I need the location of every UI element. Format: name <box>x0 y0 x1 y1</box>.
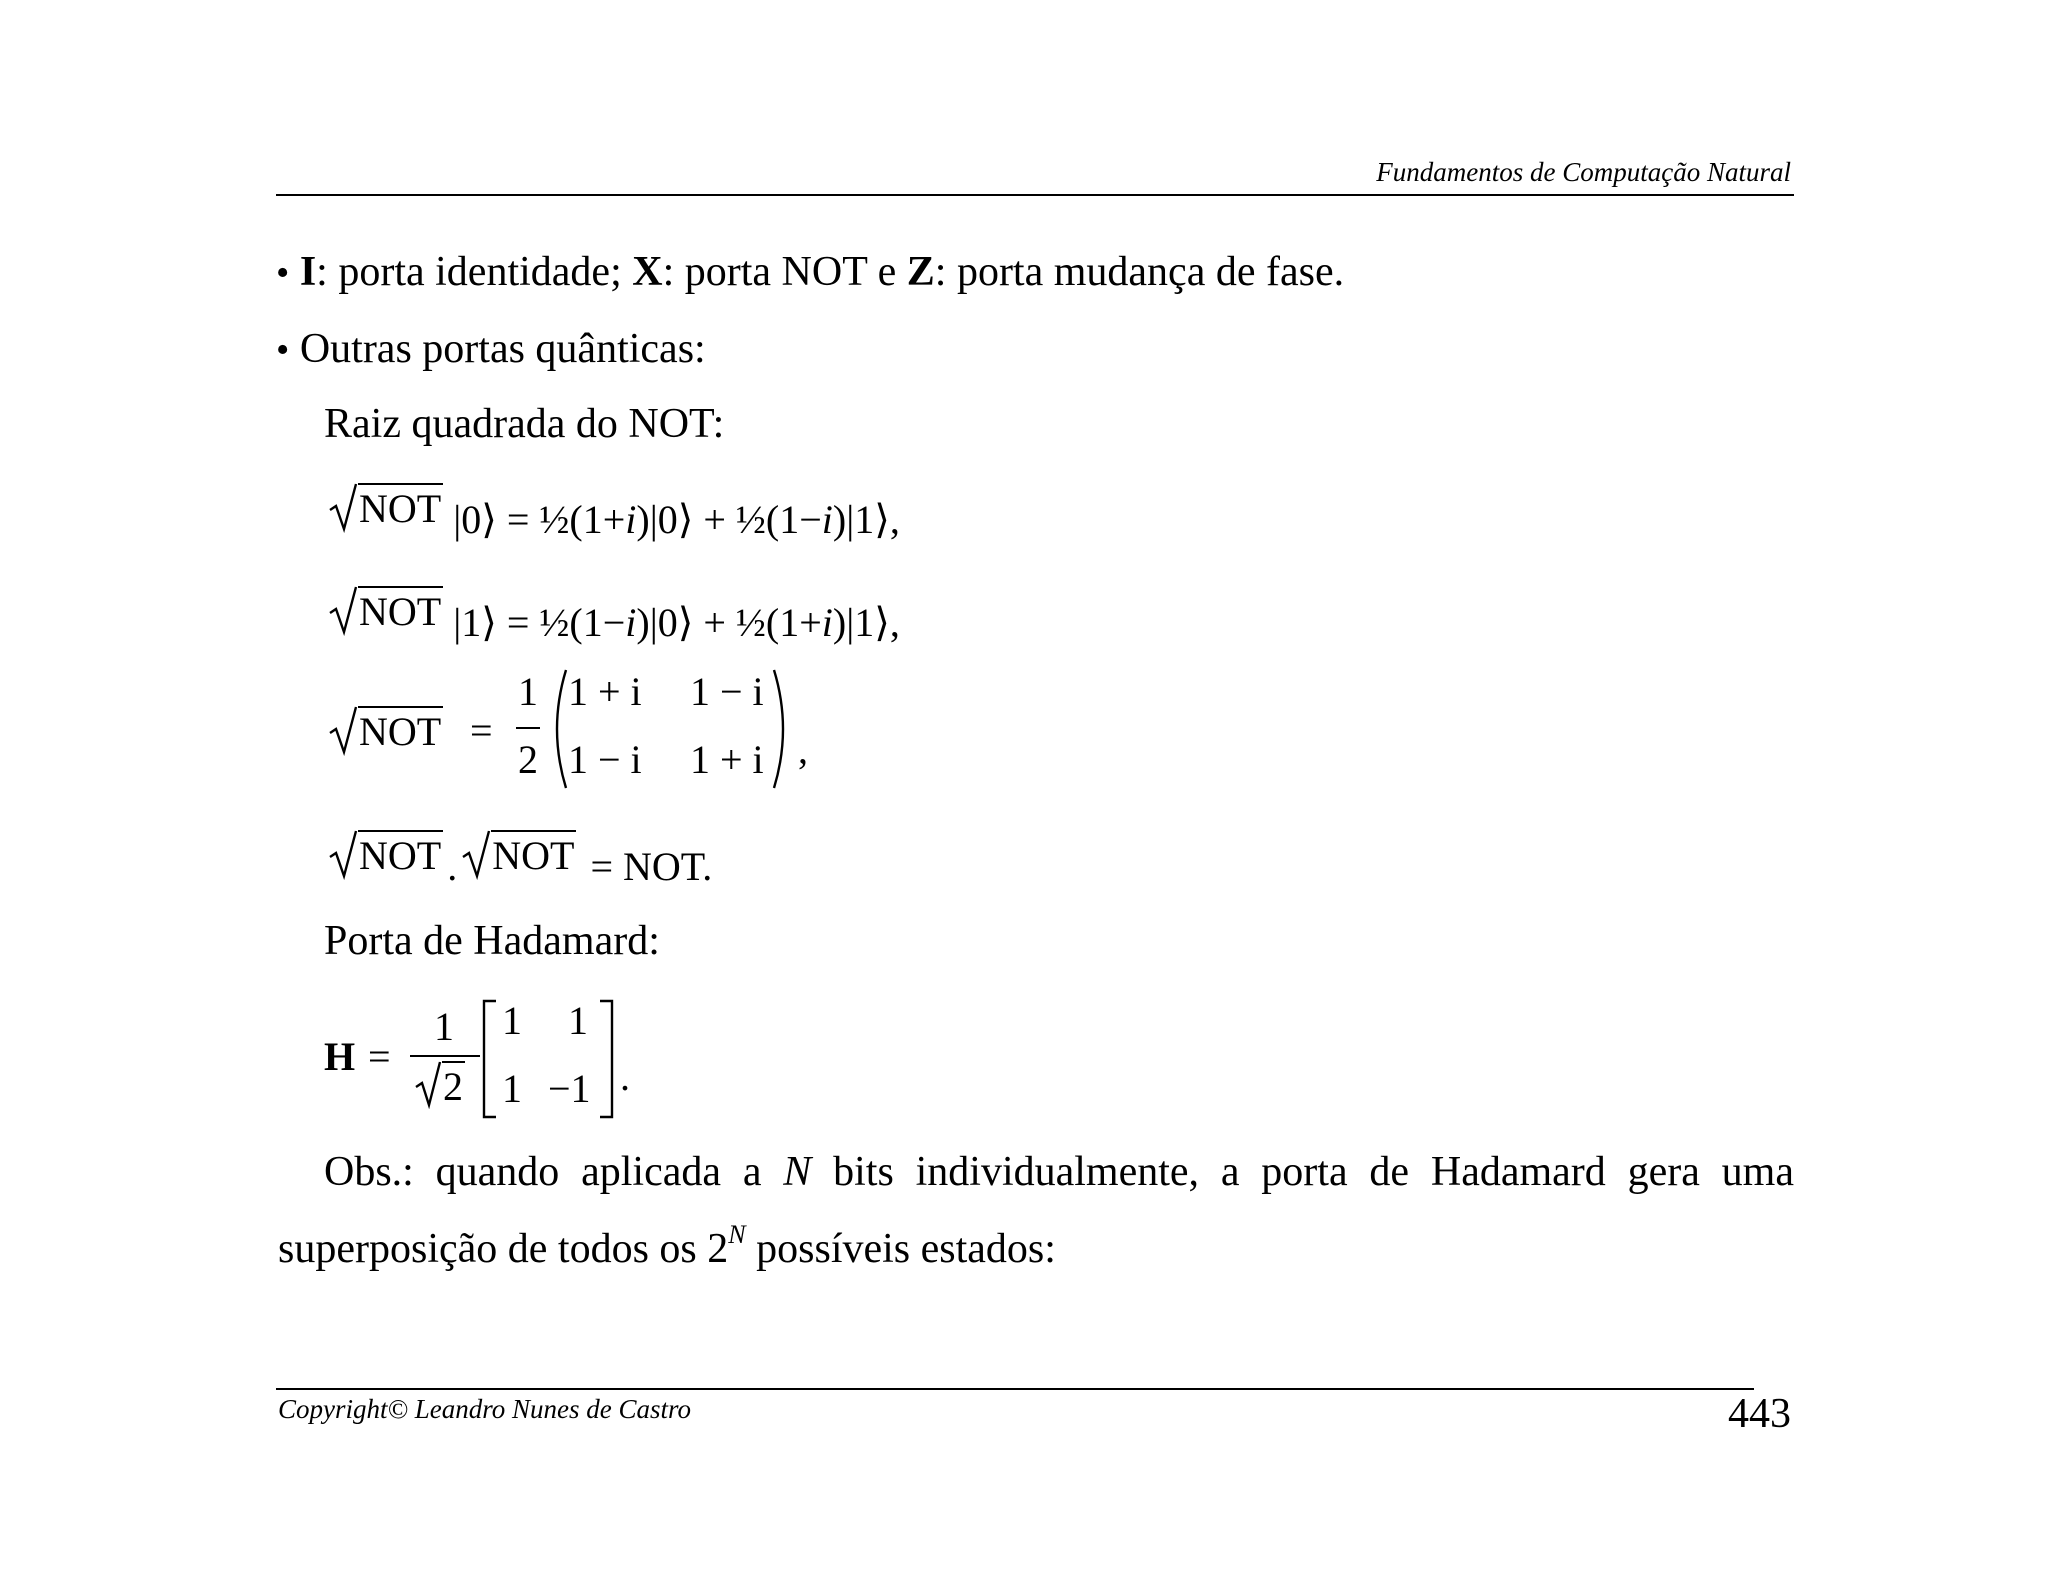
sqrt-not-radical: NOT <box>461 830 576 880</box>
left-bracket-icon <box>482 999 498 1119</box>
obs-text-c: superposição de todos os 2 <box>278 1226 729 1272</box>
obs-text-a: Obs.: quando aplicada a <box>324 1149 784 1195</box>
product-dot: . <box>447 844 458 889</box>
bullet-dot: • <box>276 329 290 371</box>
matrix-cell: 1 − i <box>568 737 642 782</box>
equals-sign: = <box>368 1034 391 1079</box>
sqrt-not-eq-ket0 <box>328 483 900 543</box>
eq1-part-b: )|0⟩ + ½(1− <box>636 497 822 542</box>
eq2-part-b: )|0⟩ + ½(1+ <box>636 600 822 645</box>
hadamard-heading: Porta de Hadamard: <box>324 918 660 964</box>
bullet-dot: • <box>276 252 290 294</box>
obs-exponent: N <box>728 1220 746 1249</box>
eq2-part-c: )|1⟩, <box>832 600 900 645</box>
fraction-bar <box>516 727 540 729</box>
copyright: Copyright© Leandro Nunes de Castro <box>278 1394 692 1424</box>
eq1-part-a: = ½(1+ <box>496 497 626 542</box>
fraction-numerator: 1 <box>434 1004 454 1049</box>
fraction-denominator: 2 <box>518 737 538 782</box>
radical-sign-icon <box>414 1061 442 1109</box>
radical-sign-icon <box>328 706 358 756</box>
imag-unit: i <box>821 497 833 542</box>
hadamard-symbol: H <box>324 1034 356 1079</box>
sqrt-two-radical: 2 <box>414 1061 465 1110</box>
product-rhs: = NOT. <box>590 844 713 889</box>
identity-symbol: I <box>299 249 317 295</box>
sqrt-not-radical: NOT <box>328 586 443 636</box>
radical-sign-icon <box>328 586 358 636</box>
matrix-cell: 1 <box>568 998 588 1043</box>
obs-line-1 <box>324 1148 1794 1196</box>
obs-text-d: possíveis estados: <box>745 1226 1056 1272</box>
matrix-cell: 1 − i <box>690 669 764 714</box>
ket-one: |1⟩ <box>453 600 497 645</box>
header-title: Fundamentos de Computação Natural <box>1376 157 1791 187</box>
identity-desc: : porta identidade; <box>316 249 633 295</box>
imag-unit: i <box>625 497 637 542</box>
radical-sign-icon <box>328 830 358 880</box>
matrix-cell: 1 <box>502 1066 522 1111</box>
not-desc: : porta NOT e <box>662 249 907 295</box>
footer-rule <box>276 1388 1754 1390</box>
sqrt-not-eq-ket1 <box>328 586 900 646</box>
phase-desc: : porta mudança de fase. <box>934 249 1345 295</box>
sqrt-not-radical: NOT <box>328 830 443 880</box>
sqrt-not-matrix-eq <box>328 668 848 798</box>
right-paren-icon <box>772 668 794 790</box>
other-gates-text: Outras portas quânticas: <box>299 326 706 372</box>
radical-sign-icon <box>461 830 491 880</box>
comma: , <box>798 727 808 772</box>
eq1-part-c: )|1⟩, <box>832 497 900 542</box>
matrix-cell: −1 <box>548 1066 591 1111</box>
matrix-cell: 1 <box>502 998 522 1043</box>
eq2-part-a: = ½(1− <box>496 600 626 645</box>
sqrt-not-radical: NOT <box>328 706 443 756</box>
page-number: 443 <box>1728 1391 1791 1437</box>
fraction-numerator: 1 <box>518 669 538 714</box>
bullet-other-gates <box>276 325 706 373</box>
sqrt-not-heading: Raiz quadrada do NOT: <box>324 401 725 447</box>
fraction-bar <box>410 1055 480 1057</box>
matrix-cell: 1 + i <box>690 737 764 782</box>
right-bracket-icon <box>598 999 614 1119</box>
hadamard-eq <box>324 995 664 1125</box>
equals-sign: = <box>470 708 493 753</box>
period: . <box>620 1054 630 1099</box>
left-paren-icon <box>546 668 568 790</box>
obs-text-b: bits individualmente, a porta de Hadamard gera uma <box>811 1149 1794 1195</box>
imag-unit: i <box>821 600 833 645</box>
radical-sign-icon <box>328 483 358 533</box>
obs-line-2 <box>278 1220 1056 1273</box>
not-symbol: X <box>632 249 663 295</box>
ket-zero: |0⟩ <box>453 497 497 542</box>
matrix-cell: 1 + i <box>568 669 642 714</box>
imag-unit: i <box>625 600 637 645</box>
sqrt-not-product <box>328 830 712 890</box>
sqrt-not-radical: NOT <box>328 483 443 533</box>
obs-n: N <box>783 1149 812 1195</box>
bullet-gates <box>276 248 1344 296</box>
phase-symbol: Z <box>906 249 935 295</box>
header-rule <box>276 194 1794 196</box>
